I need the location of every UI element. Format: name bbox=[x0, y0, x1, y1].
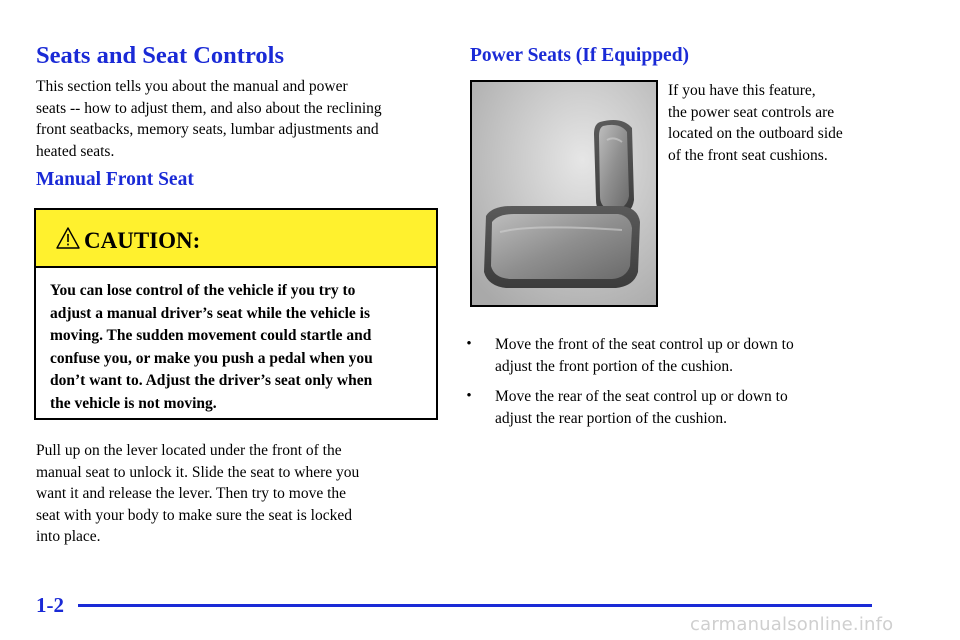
page-number: 1-2 bbox=[36, 593, 64, 617]
caution-text bbox=[50, 280, 373, 415]
manual-line: want it and release the lever. Then try to move the bbox=[36, 485, 347, 502]
watermark: carmanualsonline.info bbox=[690, 614, 894, 635]
list-item bbox=[462, 334, 794, 377]
manual-line: seat with your body to make sure the seat is locked bbox=[36, 506, 352, 524]
footer-rule bbox=[78, 604, 872, 607]
caution-header bbox=[36, 210, 436, 268]
caution-line: adjust a manual driver’s seat while the vehicle is bbox=[50, 304, 371, 322]
warning-triangle-icon bbox=[56, 226, 80, 250]
power-intro-line: If you have this feature, bbox=[668, 82, 816, 99]
bullet-line: adjust the rear portion of the cushion. bbox=[495, 409, 728, 427]
power-intro-line: located on the outboard side bbox=[668, 125, 843, 142]
caution-line: confuse you, or make you push a pedal when you bbox=[50, 349, 373, 367]
manual-front-seat-heading: Manual Front Seat bbox=[36, 169, 194, 190]
manual-line: Pull up on the lever located under the front of the bbox=[36, 442, 342, 459]
bullet-glyph: • bbox=[466, 388, 472, 404]
list-item bbox=[462, 386, 794, 429]
caution-line: You can lose control of the vehicle if you try to bbox=[50, 282, 356, 299]
intro-line: This section tells you about the manual and power bbox=[36, 78, 348, 95]
power-seats-intro bbox=[668, 80, 843, 166]
caution-label: CAUTION: bbox=[84, 228, 201, 253]
manual-seat-paragraph bbox=[36, 440, 359, 548]
manual-line: into place. bbox=[36, 528, 101, 545]
power-seat-control-photo bbox=[470, 80, 658, 307]
caution-line: the vehicle is not moving. bbox=[50, 394, 217, 412]
intro-line: seats -- how to adjust them, and also about the reclining bbox=[36, 99, 382, 117]
caution-box bbox=[34, 208, 438, 420]
power-seat-bullets bbox=[462, 334, 794, 438]
power-intro-line: the power seat controls are bbox=[668, 103, 835, 121]
bullet-line: Move the front of the seat control up or down to bbox=[495, 336, 794, 353]
power-intro-line: of the front seat cushions. bbox=[668, 146, 828, 164]
intro-line: front seatbacks, memory seats, lumbar adjustments and bbox=[36, 121, 379, 138]
intro-line: heated seats. bbox=[36, 142, 115, 160]
page-title: Seats and Seat Controls bbox=[36, 42, 284, 69]
caution-line: don’t want to. Adjust the driver’s seat only when bbox=[50, 372, 373, 389]
bullet-glyph: • bbox=[466, 336, 472, 352]
bullet-line: Move the rear of the seat control up or down to bbox=[495, 388, 788, 405]
seat-control-image bbox=[472, 82, 656, 305]
power-seats-heading: Power Seats (If Equipped) bbox=[470, 45, 690, 66]
manual-line: manual seat to unlock it. Slide the seat to where you bbox=[36, 463, 360, 481]
caution-line: moving. The sudden movement could startle and bbox=[50, 327, 372, 344]
bullet-line: adjust the front portion of the cushion. bbox=[495, 357, 734, 375]
intro-paragraph bbox=[36, 76, 382, 162]
